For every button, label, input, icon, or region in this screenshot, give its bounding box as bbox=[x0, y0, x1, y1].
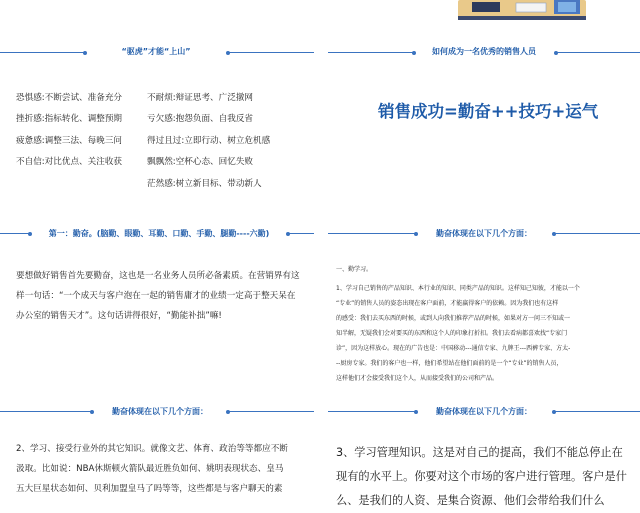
paragraph-line: 1、学习自己销售的产品知识、本行业的知识、同类产品的知识。这样知己知彼，才能以一个 bbox=[336, 285, 580, 292]
paragraph-text: 要想做好销售首先要勤奋，这也是一名业务人员所必备素质。在营销界有这样一句话：“一个成天与客户泡在一起的销售庸才的业绩一定高于整天呆在办公室的销售天才”。这句话讲得很好，“勤能补拙”嘛! bbox=[16, 271, 300, 321]
paragraph-line: 知半解，无疑我们会对要买的东西和这个人的印象打折扣。我们去看病都喜欢找“专家门 bbox=[336, 330, 568, 337]
right-mid-rule-right bbox=[554, 233, 640, 234]
left-mid-rule-right bbox=[288, 233, 314, 234]
left-bottom-heading: 勤奋体现在以下几个方面： bbox=[112, 407, 208, 416]
right-bottom-paragraph bbox=[336, 441, 636, 513]
paragraph-line: 2、学习、接受行业外的其它知识。就像文艺、体育、政治等等都应不断 bbox=[16, 444, 288, 454]
formula-title: 销售成功=勤奋++技巧+运气 bbox=[378, 102, 599, 121]
list-item: 亏欠感:抱怨负面、自我反省 bbox=[147, 114, 254, 124]
list-item: 茫然感:树立新目标、带动新人 bbox=[147, 179, 262, 189]
left-mid-heading: 第一：勤奋。(脑勤、眼勤、耳勤、口勤、手勤、腿勤----六勤) bbox=[48, 229, 270, 238]
list-item: 恐惧感:不断尝试、准备充分 bbox=[16, 93, 123, 103]
right-mid-rule-left bbox=[328, 233, 416, 234]
left-bottom-paragraph bbox=[16, 439, 306, 499]
left-top-rule bbox=[0, 52, 85, 53]
list-item: 挫折感:指标转化、调整预期 bbox=[16, 114, 123, 124]
paragraph-line: 的感受：我们去买东西的时候，或到人向我们推荐产品的时候，如果对方一问三不知或一 bbox=[336, 315, 571, 322]
list-item: 得过且过:立即行动、树立危机感 bbox=[147, 136, 271, 146]
left-mid-paragraph bbox=[16, 266, 300, 326]
right-bottom-rule-left bbox=[328, 411, 416, 412]
list-item: 不自信:对比优点、关注收获 bbox=[16, 157, 123, 167]
left-top-heading: “驱虎”才能“上山” bbox=[121, 47, 191, 56]
desk-illustration bbox=[454, 0, 590, 22]
list-item: 疲惫感:调整三法、每晚三问 bbox=[16, 136, 123, 146]
right-mid-paragraph bbox=[336, 262, 626, 386]
left-bottom-rule-right bbox=[228, 411, 314, 412]
paragraph-line: 诊”，因为这样放心。现在的广告也是：中国移动---通信专家、九牌王---西裤专家、方太- bbox=[336, 345, 571, 352]
right-mid-heading: 勤奋体现在以下几个方面： bbox=[436, 229, 532, 238]
right-top-rule bbox=[328, 52, 414, 53]
paragraph-line: 这样他们才会接受我们这个人，从而接受我们的公司和产品。 bbox=[336, 375, 499, 382]
paragraph-line: 一、勤学习。 bbox=[336, 266, 373, 273]
paragraph-line: 3、学习管理知识。这是对自己的提高，我们不能总停止在 bbox=[336, 446, 623, 459]
list-item: 不耐烦:辩证思考、广泛撴网 bbox=[147, 93, 254, 103]
paragraph-line: “专业”的销售人员的姿态出现在客户面前，才能赢得客户的依赖。因为我们也有这样 bbox=[336, 300, 559, 307]
paragraph-line: 么、是我们的人资、是集合资源、他们会带给我们什么 bbox=[336, 494, 605, 507]
right-bottom-rule-right bbox=[554, 411, 640, 412]
left-top-rule-right bbox=[228, 52, 314, 53]
left-bottom-rule-left bbox=[0, 411, 92, 412]
paragraph-line: 五大巨星状态如何、贝利加盟皇马了吗等等，这些都是与客户聊天的素 bbox=[16, 484, 283, 494]
left-mid-rule-left bbox=[0, 233, 30, 234]
list-item: 飘飘然:空杯心态、回忆失败 bbox=[147, 157, 254, 167]
right-top-rule-right bbox=[556, 52, 640, 53]
paragraph-line: 现有的水平上。你要对这个市场的客户进行管理。客户是什 bbox=[336, 470, 627, 483]
right-top-heading: 如何成为一名优秀的销售人员 bbox=[432, 47, 536, 56]
right-bottom-heading: 勤奋体现在以下几个方面： bbox=[436, 407, 532, 416]
paragraph-line: --厨房专家。我们的客户也一样，他们希望站在他们面前的是一个“专业”的销售人员， bbox=[336, 360, 563, 367]
paragraph-line: 汲取。比如说：NBA休斯顿火箭队最近胜负如何、姚明表现状态、皇马 bbox=[16, 464, 284, 474]
